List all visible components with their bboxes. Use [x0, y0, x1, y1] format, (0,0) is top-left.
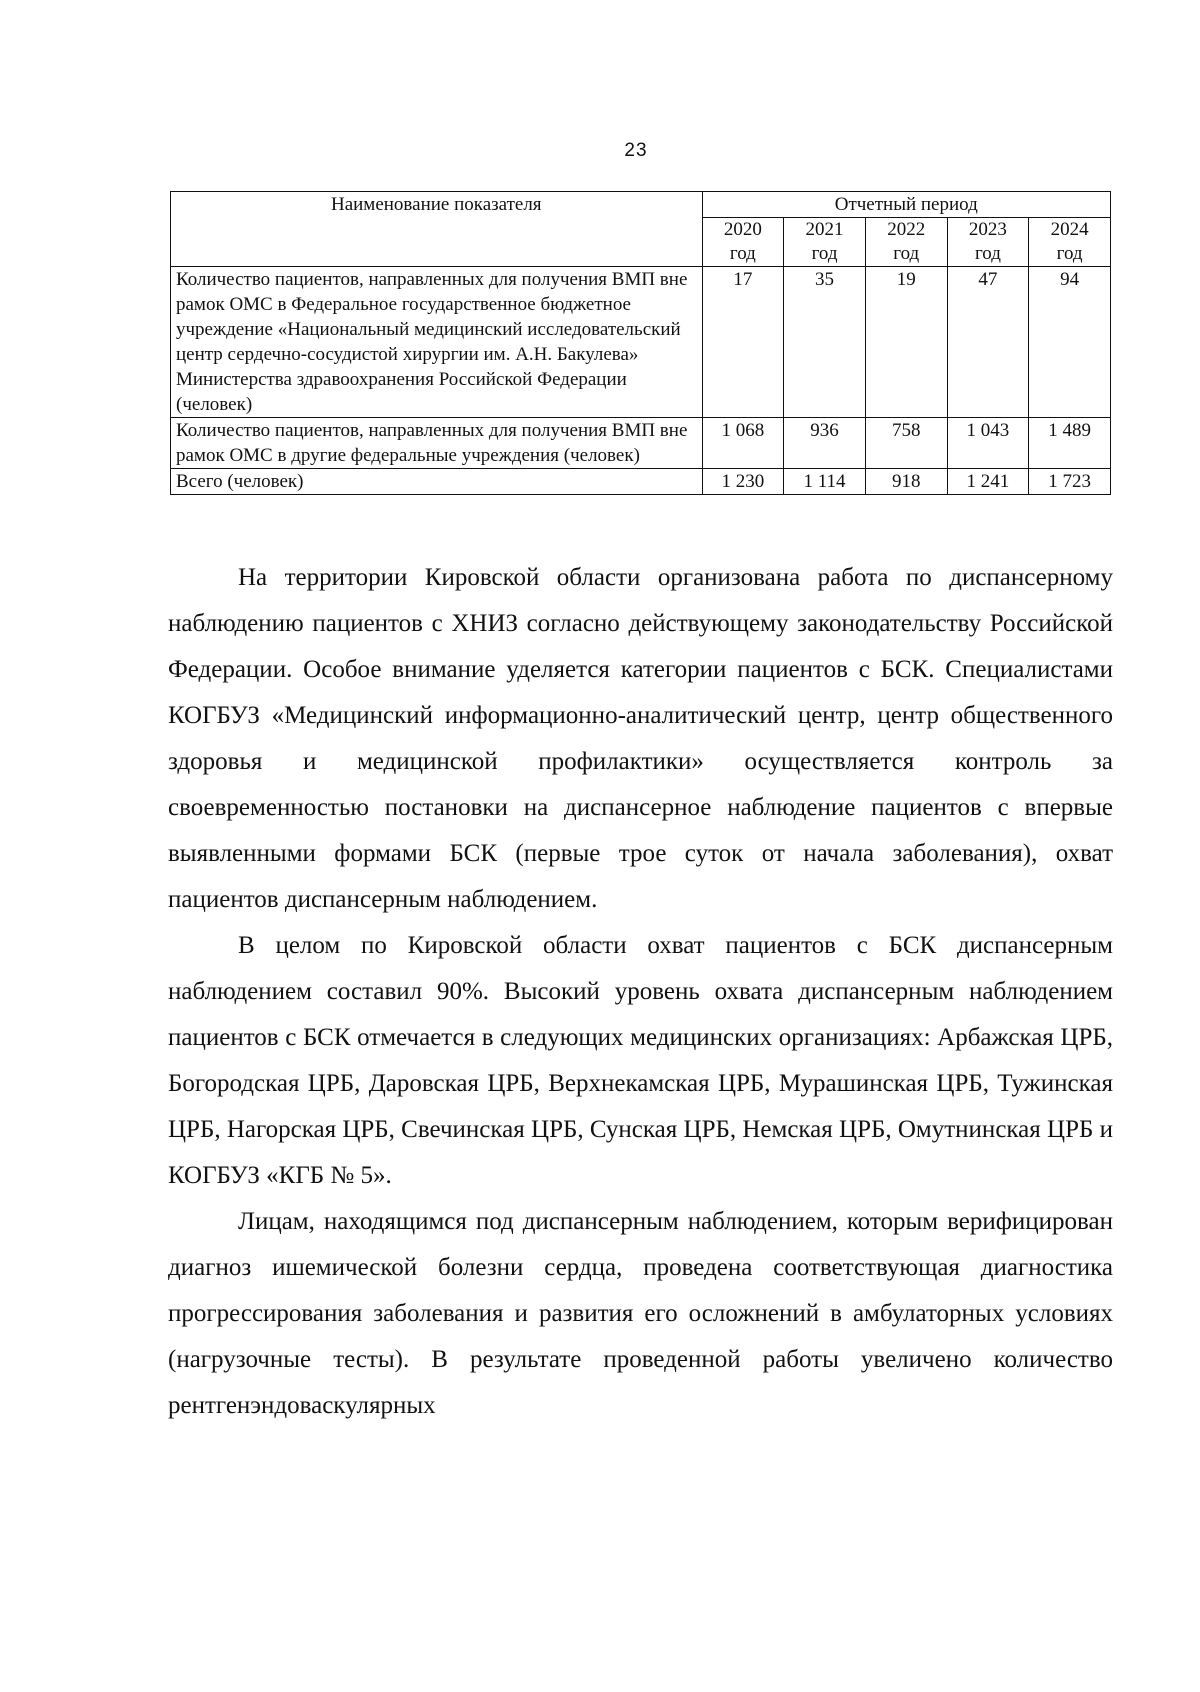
paragraph: В целом по Кировской области охват пациентов с БСК диспансерным наблюдением составил 90%. Высокий уровень охвата диспансерным наблюдением пациентов с БСК отмечается в следующих медицинских организациях: Арбажская ЦРБ, Богородская ЦРБ, Даровская ЦРБ, Верхнекамская ЦРБ, Мурашинская ЦРБ, Тужинская ЦРБ, Нагорская ЦРБ, Свечинская ЦРБ, Сунская ЦРБ, Немская ЦРБ, Омутнинская ЦРБ и КОГБУЗ «КГБ № 5».	[168, 932, 1113, 1189]
header-year: 2023 год	[947, 218, 1029, 267]
row-label: Количество пациентов, направленных для получения ВМП вне рамок ОМС в другие федеральные учреждения (человек)	[171, 418, 703, 469]
table-row	[171, 418, 1111, 469]
row-value: 35	[784, 267, 866, 418]
body-text	[168, 555, 1113, 1429]
header-year: 2021 год	[784, 218, 866, 267]
table-row	[171, 267, 1111, 418]
row-value: 1 114	[784, 469, 866, 495]
row-value: 1 241	[947, 469, 1029, 495]
row-label: Всего (человек)	[171, 469, 703, 495]
header-reporting-period: Отчетный период	[702, 192, 1110, 218]
row-value: 17	[702, 267, 784, 418]
row-value: 936	[784, 418, 866, 469]
paragraph: Лицам, находящимся под диспансерным наблюдением, которым верифицирован диагноз ишемической болезни сердца, проведена соответствующая диагностика прогрессирования заболевания и развития его осложнений в амбулаторных условиях (нагрузочные тесты). В результате проведенной работы увеличено количество рентгенэндоваскулярных	[168, 1208, 1113, 1419]
row-value: 1 068	[702, 418, 784, 469]
row-value: 94	[1029, 267, 1111, 418]
page-number: 23	[624, 140, 648, 161]
row-value: 1 723	[1029, 469, 1111, 495]
row-label: Количество пациентов, направленных для получения ВМП вне рамок ОМС в Федеральное государственное бюджетное учреждение «Национальный медицинский исследовательский центр сердечно-сосудистой хирургии им. А.Н. Бакулева» Министерства здравоохранения Российской Федерации (человек)	[171, 267, 703, 418]
header-year: 2022 год	[865, 218, 947, 267]
header-year: 2024 год	[1029, 218, 1111, 267]
table-header-row	[171, 192, 1111, 218]
row-value: 1 230	[702, 469, 784, 495]
row-value: 1 489	[1029, 418, 1111, 469]
header-indicator-name: Наименование показателя	[171, 192, 703, 267]
row-value: 47	[947, 267, 1029, 418]
paragraph: На территории Кировской области организована работа по диспансерному наблюдению пациентов с ХНИЗ согласно действующему законодательству Российской Федерации. Особое внимание уделяется категории пациентов с БСК. Специалистами КОГБУЗ «Медицинский информационно-аналитический центр, центр общественного здоровья и медицинской профилактики» осуществляется контроль за своевременностью постановки на диспансерное наблюдение пациентов с впервые выявленными формами БСК (первые трое суток от начала заболевания), охват пациентов диспансерным наблюдением.	[168, 564, 1113, 913]
indicators-table	[170, 191, 1111, 495]
row-value: 918	[865, 469, 947, 495]
row-value: 19	[865, 267, 947, 418]
row-value: 758	[865, 418, 947, 469]
table-total-row	[171, 469, 1111, 495]
header-year: 2020 год	[702, 218, 784, 267]
row-value: 1 043	[947, 418, 1029, 469]
